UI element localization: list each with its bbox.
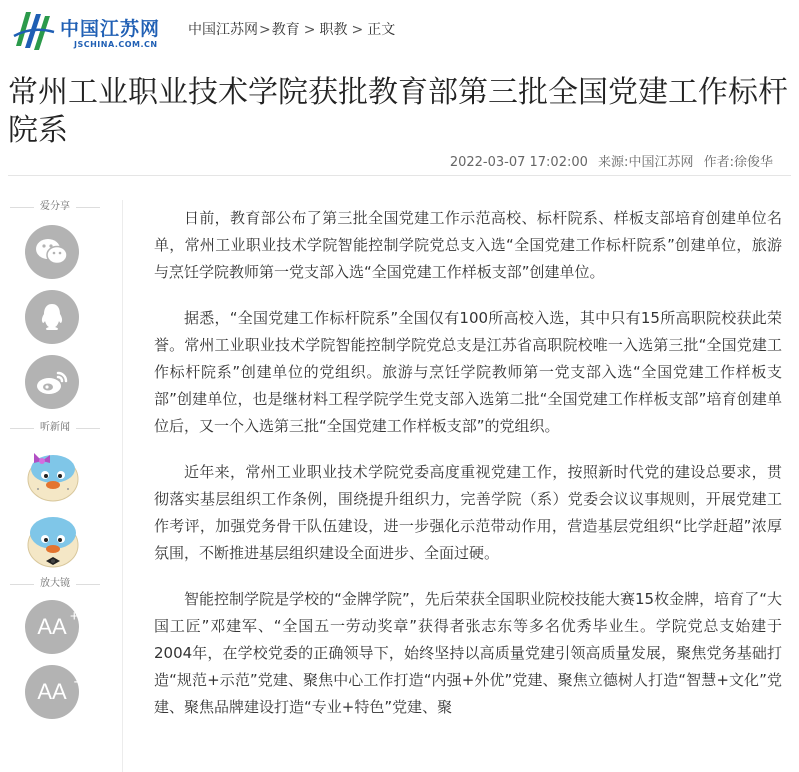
article-paragraph: 日前，教育部公布了第三批全国党建工作示范高校、标杆院系、样板支部培育创建单位名单，常州工业职业技术学院智能控制学院党总支入选“全国党建工作标杆院系”创建单位，旅游与烹饪学院教师第一党支部入选“全国党建工作样板支部”创建单位。 [154, 209, 782, 281]
article-paragraph: 智能控制学院是学校的“金牌学院”，先后荣获全国职业院校技能大赛15枚金牌，培育了“大国工匠”邓建军、“全国五一劳动奖章”获得者张志东等多名优秀毕业生。学院党总支始建于2004年，在学校党委的正确领导下，始终坚持以高质量党建引领高质量发展，聚焦党务基础打造“规范+示范”党建、聚焦中心工作打造“内强+外优”党建、聚焦立德树人打造“智慧+文化”党建、聚焦品牌建设打造“专业+特色”党建、聚 [154, 590, 782, 716]
author-name: 徐俊华 [733, 155, 773, 170]
breadcrumb-separator: > [303, 22, 316, 38]
source-name: 中国江苏网 [628, 155, 694, 170]
male-voice-avatar-button[interactable] [24, 511, 82, 571]
wechat-icon [35, 237, 69, 267]
article-paragraph: 近年来，常州工业职业技术学院党委高度重视党建工作，按照新时代党的建设总要求，贯彻落实基层组织工作条例，围绕提升组织力，完善学院（系）党委会议议事规则，开展党建工作考评，加强党务骨干队伍建设，进一步强化示范带动作用，营造基层党组织“比学赶超”浓厚氛围，不断推进基层组织建设全面进步、全面过硬。 [154, 463, 782, 562]
share-section-label: 爱分享 [10, 199, 100, 215]
breadcrumb-current: 正文 [367, 22, 396, 38]
zoom-out-button[interactable] [25, 665, 79, 719]
article-body [154, 205, 782, 740]
breadcrumb-separator: > [259, 22, 271, 38]
qq-icon [39, 302, 65, 332]
zoom-out-icon: AA - [37, 673, 79, 704]
weibo-icon [35, 367, 69, 397]
article-meta [450, 151, 773, 170]
qq-share-button[interactable] [25, 290, 79, 344]
site-header [0, 0, 799, 62]
breadcrumb [188, 19, 395, 39]
author-label: 作者: [703, 155, 734, 170]
article-title: 常州工业职业技术学院获批教育部第三批全国党建工作标杆院系 [8, 75, 788, 148]
breadcrumb-vocational[interactable]: 职教 [319, 22, 348, 38]
breadcrumb-home[interactable]: 中国江苏网 [188, 22, 258, 38]
female-voice-avatar-button[interactable] [24, 445, 82, 505]
zoom-in-icon: AA + [37, 608, 79, 639]
breadcrumb-separator: > [351, 22, 364, 38]
listen-section-label: 听新闻 [10, 420, 100, 436]
logo-name-cn: 中国江苏网 [60, 18, 161, 40]
site-logo[interactable] [12, 6, 162, 54]
wechat-share-button[interactable] [25, 225, 79, 279]
breadcrumb-education[interactable]: 教育 [271, 22, 300, 38]
male-voice-avatar-icon [24, 511, 82, 571]
title-divider [8, 175, 791, 176]
article-paragraph: 据悉，“全国党建工作标杆院系”全国仅有100所高校入选，其中只有15所高职院校获此荣誉。常州工业职业技术学院智能控制学院党总支是江苏省高职院校唯一入选第三批“全国党建工作标杆院系”创建单位的党组织。旅游与烹饪学院教师第一党支部入选“全国党建工作样板支部”创建单位，也是继材料工程学院学生党支部入选第二批“全国党建工作样板支部”培育创建单位后，又一个入选第三批“全国党建工作样板支部”的党组织。 [154, 309, 782, 435]
logo-mark-icon [12, 6, 56, 54]
zoom-in-button[interactable] [25, 600, 79, 654]
female-voice-avatar-icon [24, 445, 82, 505]
sidebar-divider [122, 200, 123, 772]
source-label: 来源: [598, 155, 629, 170]
publish-datetime: 2022-03-07 17:02:00 [449, 155, 588, 170]
logo-name-en: JSCHINA.COM.CN [74, 40, 158, 49]
weibo-share-button[interactable] [25, 355, 79, 409]
magnifier-section-label: 放大镜 [10, 576, 100, 592]
